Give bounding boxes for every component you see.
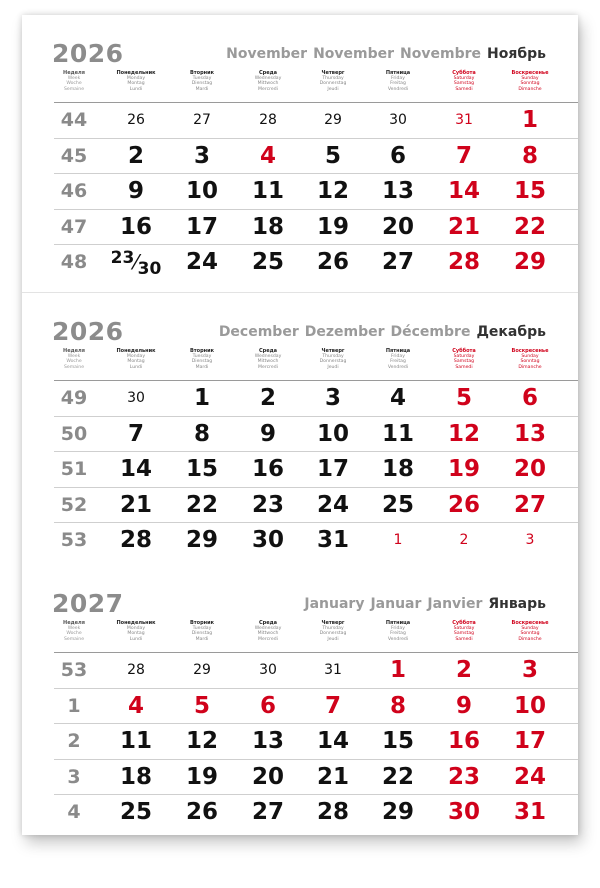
day-cell: 13 [513,420,546,447]
day-cell: 17 [513,728,546,754]
day-cell: 28 [259,112,277,128]
weekday-name-fr: Samedi [455,636,473,642]
weekday-name-de: Freitag [390,631,406,637]
weekday-header-cell [101,621,171,642]
day-cell: 3 [521,657,538,683]
day-cell: 5 [455,385,472,411]
weekday-name-de: Samstag [453,81,475,87]
weekday-name-de: Montag [127,359,145,365]
day-cell: 26 [127,112,145,128]
day-cell: 11 [119,728,152,754]
day-cell: 27 [513,491,546,518]
week-number: 53 [60,659,88,681]
weekday-name-ru: Вторник [189,620,215,626]
weekday-name-ru: Неделя [63,348,85,354]
month-name-en: December [218,324,299,340]
week-row [54,173,578,209]
weekday-name-fr: Vendredi [387,86,409,92]
week-number: 3 [67,765,81,788]
day-cell: 15 [381,728,414,754]
day-cell: 1 [521,107,538,133]
calendar-sheet [22,15,578,835]
month-name-de: Januar [370,596,422,612]
month-names [213,324,546,340]
month-name-ru: Январь [488,596,546,612]
month-name-fr: Novembre [400,46,482,62]
day-cell: 9 [127,178,144,204]
day-cell: 15 [185,456,218,482]
day-cell: 29 [381,799,414,825]
day-number-upper: 23 [110,248,135,268]
day-cell: 25 [381,491,414,518]
day-cell: 14 [316,728,349,754]
weekday-name-ru: Четверг [321,70,345,76]
day-cell: 2 [259,385,276,411]
weekday-name-en: Thursday [322,354,344,360]
week-row [54,794,578,830]
weekday-name-ru: Четверг [321,348,345,354]
day-cell: 22 [185,491,218,518]
day-cell: 22 [513,213,546,240]
month-name-de: Dezember [304,324,385,340]
day-cell: 8 [521,142,538,169]
day-cell: 16 [119,213,152,240]
week-row [54,380,578,416]
weekday-name-en: Week [67,626,81,632]
day-cell: 1 [393,532,403,548]
week-number: 2 [67,730,81,752]
weekday-name-de: Woche [66,81,82,87]
weekday-name-fr: Semaine [63,86,85,92]
weekday-header-cell [167,621,237,642]
weekday-name-fr: Semaine [63,636,85,642]
week-number: 46 [60,180,88,202]
day-cell: 27 [381,249,414,275]
weekday-header-cell [298,349,368,370]
weekday-name-de: Donnerstag [319,359,347,365]
weekday-name-de: Dienstag [191,81,213,87]
weekday-name-fr: Jeudi [327,636,339,642]
week-row [54,723,578,759]
month-names [220,46,546,62]
week-row [54,522,578,558]
weekday-name-fr: Vendredi [387,364,409,370]
weekday-name-ru: Суббота [452,620,476,626]
day-cell: 28 [127,662,145,678]
day-cell: 4 [389,385,406,411]
day-cell: 11 [381,420,414,447]
weekday-header-cell [363,71,433,92]
day-cell: 25 [119,799,152,825]
weekday-header-cell [495,349,565,370]
weekday-name-ru: Вторник [189,348,215,354]
day-cell: 13 [251,728,284,754]
weekday-name-fr: Jeudi [327,86,339,92]
day-cell: 12 [447,420,480,447]
day-cell: 28 [316,799,349,825]
day-cell: 30 [127,390,145,406]
weekday-name-fr: Semaine [63,364,85,370]
month-name-en: November [226,46,308,62]
weekday-name-fr: Mardi [195,86,209,92]
day-cell: 5 [324,142,341,169]
weekday-name-en: Tuesday [192,76,212,82]
weekday-name-de: Mittwoch [257,359,279,365]
day-cell: 7 [127,420,144,447]
weekday-name-ru: Пятница [385,348,411,354]
day-cell: 17 [316,456,349,482]
weekday-header-cell [298,71,368,92]
weekday-name-ru: Четверг [321,620,345,626]
week-number: 51 [60,458,88,480]
weekday-name-en: Sunday [521,76,539,82]
weekday-header-cell [495,71,565,92]
weekday-name-fr: Mercredi [258,364,278,370]
year-label: 2026 [52,39,124,68]
week-number: 48 [60,251,88,273]
day-cell: 30 [447,799,480,825]
day-cell: 20 [513,456,546,482]
weekday-name-ru: Суббота [452,348,476,354]
day-cell: 3 [525,532,535,548]
weekday-name-de: Montag [127,631,145,637]
weekday-name-en: Tuesday [192,354,212,360]
weekday-name-de: Freitag [390,81,406,87]
weekday-name-en: Friday [391,626,405,632]
weekday-name-en: Monday [126,76,146,82]
day-cell: 14 [119,456,152,482]
day-cell: 18 [251,213,284,240]
weekday-header-cell [39,349,109,370]
weekday-name-de: Samstag [453,359,475,365]
weekday-header-cell [233,71,303,92]
weekday-header-cell [233,621,303,642]
weekday-name-de: Woche [66,359,82,365]
weekday-name-ru: Пятница [385,70,411,76]
day-cell: 4 [127,692,144,719]
day-cell: 10 [316,420,349,447]
day-cell: 4 [259,142,276,169]
weekday-name-de: Dienstag [191,359,213,365]
day-cell: 26 [447,491,480,518]
day-cell: 19 [447,456,480,482]
day-cell: 31 [324,662,342,678]
weekday-header-cell [39,71,109,92]
weekday-name-fr: Jeudi [327,364,339,370]
weekday-name-en: Friday [391,354,405,360]
weekday-name-de: Donnerstag [319,81,347,87]
weekday-name-fr: Lundi [129,86,143,92]
weekday-name-en: Thursday [322,76,344,82]
year-label: 2026 [52,317,124,346]
weekday-name-fr: Mardi [195,636,209,642]
week-number: 1 [67,694,81,717]
day-cell: 30 [259,662,277,678]
weekday-header [22,621,578,651]
weekday-name-de: Mittwoch [257,631,279,637]
month-name-fr: Janvier [427,596,483,612]
week-rows [54,652,578,830]
week-row [54,487,578,523]
weekday-name-en: Monday [126,354,146,360]
day-cell: 31 [455,112,473,128]
weekday-header-cell [298,621,368,642]
day-cell: 12 [316,178,349,204]
weekday-name-fr: Dimanche [518,364,542,370]
weekday-header-cell [167,349,237,370]
week-row [54,102,578,138]
weekday-name-en: Friday [391,76,405,82]
weekday-header-cell [167,71,237,92]
weekday-name-fr: Vendredi [387,636,409,642]
weekday-name-ru: Среда [258,70,278,76]
day-cell: 30 [251,527,284,553]
day-cell: 12 [185,728,218,754]
weekday-name-ru: Понедельник [116,348,156,354]
day-number-lower: 30 [137,259,162,279]
day-cell: 24 [185,249,218,275]
weekday-name-en: Wednesday [254,354,282,360]
month-names [298,596,546,612]
month-block [22,565,578,835]
weekday-name-ru: Воскресенье [511,620,549,626]
day-cell: 26 [316,249,349,275]
year-label: 2027 [52,589,124,618]
week-row [54,209,578,245]
day-cell: 11 [251,178,284,204]
day-cell: 1 [193,385,210,411]
day-cell: 1 [389,657,406,683]
weekday-name-fr: Lundi [129,364,143,370]
day-cell: 3 [324,385,341,411]
weekday-name-fr: Lundi [129,636,143,642]
day-cell: 28 [119,527,152,553]
week-row [54,652,578,688]
week-number: 52 [60,493,88,516]
day-cell: 7 [324,692,341,719]
day-cell: 21 [447,213,480,240]
day-cell: 16 [251,456,284,482]
day-cell: 27 [251,799,284,825]
weekday-name-ru: Среда [258,620,278,626]
day-cell: 19 [185,763,218,790]
day-cell: 20 [381,213,414,240]
weekday-name-de: Sonntag [520,81,540,87]
day-cell: 9 [455,692,472,719]
day-cell: 6 [389,142,406,169]
day-cell: 31 [316,527,349,553]
day-cell: 29 [185,527,218,553]
weekday-name-en: Sunday [521,354,539,360]
day-cell: 8 [193,420,210,447]
weekday-name-ru: Понедельник [116,620,156,626]
day-cell: 5 [193,692,210,719]
weekday-name-ru: Суббота [452,70,476,76]
weekday-name-de: Montag [127,81,145,87]
day-cell: 15 [513,178,546,204]
day-cell: 23 [447,763,480,790]
week-row [54,759,578,795]
day-cell: 8 [389,692,406,719]
weekday-name-en: Saturday [453,626,475,632]
weekday-name-ru: Воскресенье [511,70,549,76]
day-cell: 9 [259,420,276,447]
weekday-name-en: Wednesday [254,76,282,82]
day-separator: ⁄ [134,250,138,274]
week-row [54,416,578,452]
day-cell: 29 [193,662,211,678]
weekday-name-de: Sonntag [520,631,540,637]
week-row [54,138,578,174]
week-row [54,244,578,280]
day-cell: 2 [459,532,469,548]
weekday-name-en: Thursday [322,626,344,632]
weekday-header-cell [429,71,499,92]
weekday-header-cell [363,349,433,370]
day-cell: 14 [447,178,480,204]
weekday-header [22,349,578,379]
week-number: 49 [60,387,88,409]
weekday-header-cell [495,621,565,642]
day-cell: 22 [381,763,414,790]
weekday-name-en: Week [67,354,81,360]
weekday-name-ru: Неделя [63,70,85,76]
day-cell: 25 [251,249,284,275]
day-cell: 18 [119,763,152,790]
weekday-name-en: Wednesday [254,626,282,632]
day-cell: 6 [521,385,538,411]
weekday-name-ru: Вторник [189,70,215,76]
weekday-name-fr: Dimanche [518,86,542,92]
weekday-name-en: Saturday [453,354,475,360]
weekday-name-fr: Mercredi [258,86,278,92]
day-cell: 19 [316,213,349,240]
day-cell: 13 [381,178,414,204]
week-rows [54,380,578,558]
week-row [54,451,578,487]
weekday-header-cell [101,71,171,92]
weekday-name-ru: Пятница [385,620,411,626]
week-number: 47 [60,215,88,238]
weekday-header-cell [233,349,303,370]
weekday-name-fr: Samedi [455,86,473,92]
day-cell: 2 [127,142,144,169]
month-name-de: November [313,46,395,62]
weekday-name-en: Saturday [453,76,475,82]
day-cell: 20 [251,763,284,790]
day-cell [106,245,166,280]
day-cell: 3 [193,142,210,169]
day-cell: 27 [193,112,211,128]
day-cell: 24 [316,491,349,518]
weekday-name-de: Woche [66,631,82,637]
day-cell: 24 [513,763,546,790]
day-cell: 29 [324,112,342,128]
weekday-header-cell [429,621,499,642]
month-name-en: January [304,596,365,612]
weekday-name-ru: Среда [258,348,278,354]
month-block [22,15,578,285]
weekday-name-ru: Понедельник [116,70,156,76]
day-cell: 16 [447,728,480,754]
week-number: 4 [67,801,81,823]
day-cell: 21 [316,763,349,790]
day-cell: 23 [251,491,284,518]
weekday-name-de: Donnerstag [319,631,347,637]
weekday-name-en: Tuesday [192,626,212,632]
day-cell: 2 [455,657,472,683]
week-number: 53 [60,529,88,551]
weekday-name-de: Sonntag [520,359,540,365]
week-rows [54,102,578,280]
day-cell: 10 [185,178,218,204]
week-row [54,688,578,724]
day-cell: 18 [381,456,414,482]
day-cell: 17 [185,213,218,240]
month-block [22,292,578,563]
weekday-name-fr: Samedi [455,364,473,370]
weekday-name-fr: Mardi [195,364,209,370]
day-cell: 30 [389,112,407,128]
weekday-name-de: Mittwoch [257,81,279,87]
month-name-fr: Décembre [390,324,471,340]
day-cell: 29 [513,249,546,275]
weekday-name-fr: Dimanche [518,636,542,642]
weekday-name-en: Week [67,76,81,82]
day-cell: 21 [119,491,152,518]
day-cell: 28 [447,249,480,275]
week-number: 50 [60,422,88,445]
week-number: 44 [60,109,88,131]
month-name-ru: Декабрь [476,324,546,340]
weekday-name-en: Monday [126,626,146,632]
weekday-name-ru: Неделя [63,620,85,626]
weekday-name-de: Freitag [390,359,406,365]
day-cell: 7 [455,142,472,169]
weekday-name-de: Dienstag [191,631,213,637]
weekday-name-ru: Воскресенье [511,348,549,354]
month-name-ru: Ноябрь [487,46,546,62]
weekday-name-de: Samstag [453,631,475,637]
weekday-header-cell [101,349,171,370]
weekday-name-en: Sunday [521,626,539,632]
weekday-header [22,71,578,101]
weekday-header-cell [429,349,499,370]
weekday-name-fr: Mercredi [258,636,278,642]
day-cell: 6 [259,692,276,719]
day-cell: 10 [513,692,546,719]
weekday-header-cell [39,621,109,642]
day-cell: 26 [185,799,218,825]
week-number: 45 [60,144,88,167]
weekday-header-cell [363,621,433,642]
day-cell: 31 [513,799,546,825]
